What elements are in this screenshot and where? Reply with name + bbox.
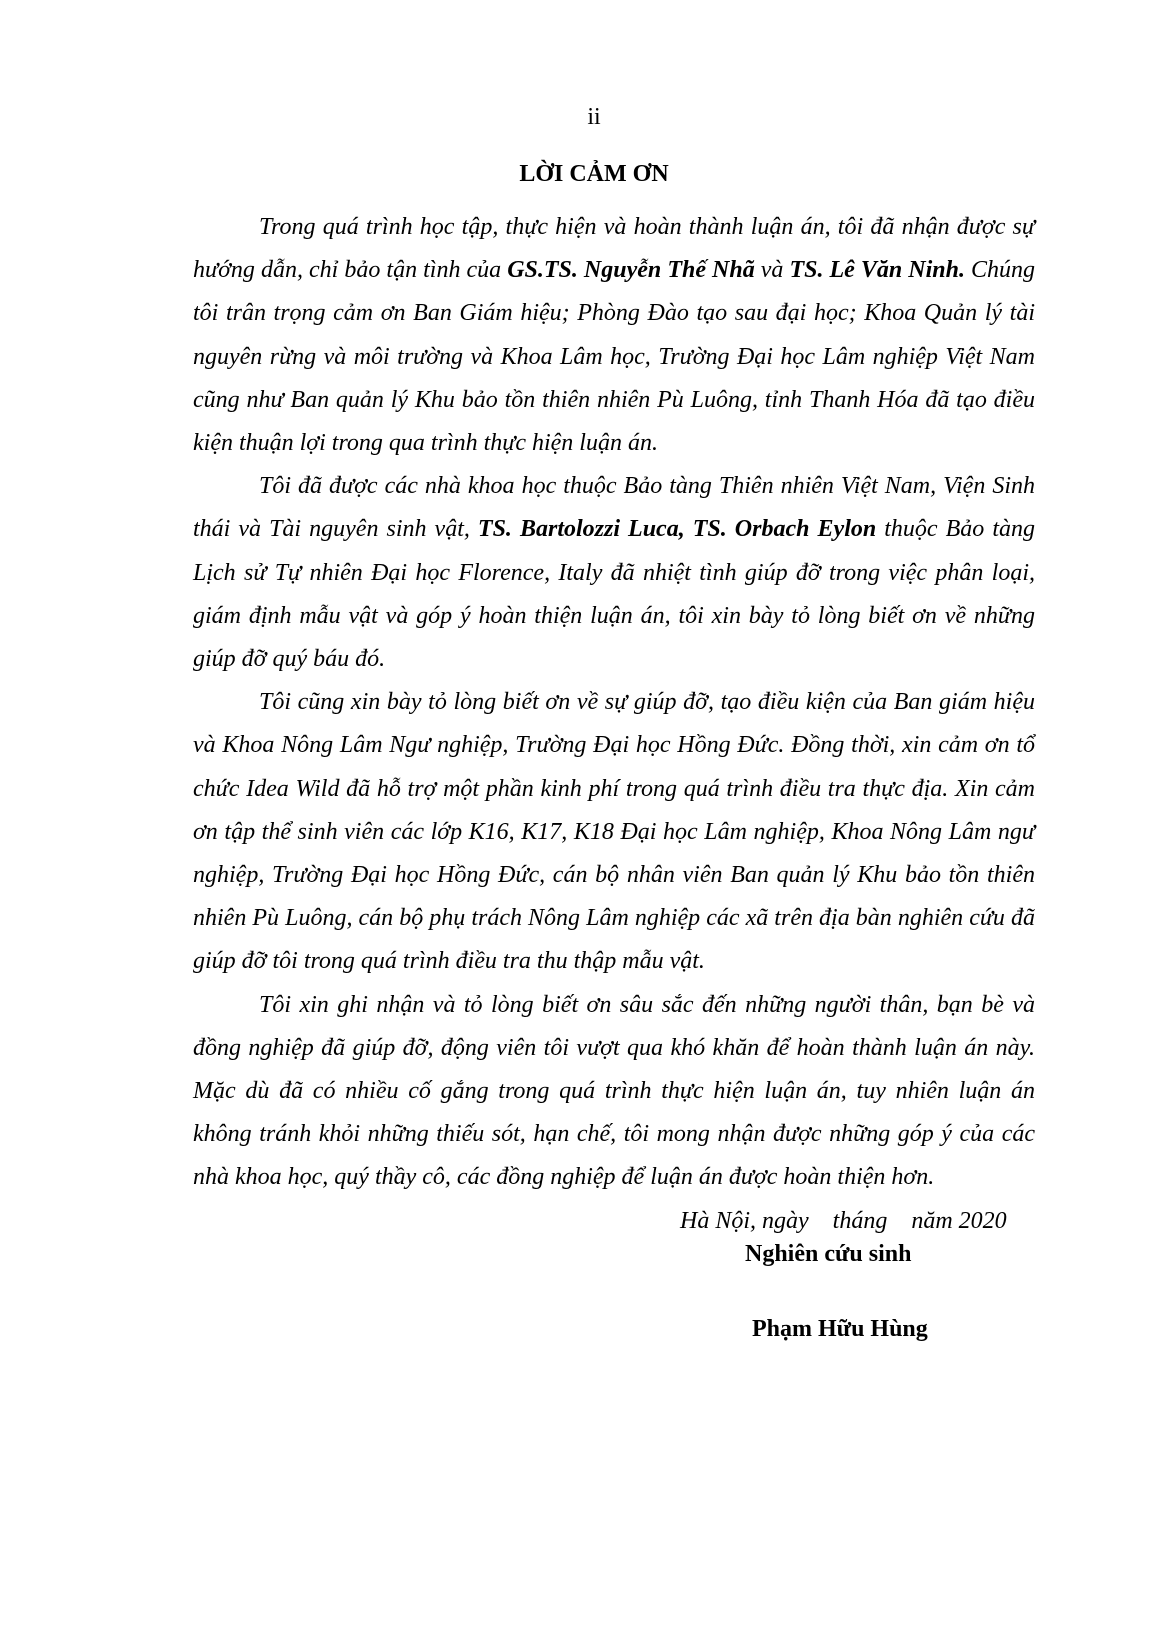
- signature-role: Nghiên cứu sinh: [745, 1241, 912, 1267]
- paragraph-1-text-e: Chúng tôi trân trọng cảm ơn Ban Giám hiệu; Phòng Đào tạo sau đại học; Khoa Quản lý tài nguyên rừng và môi trường và Khoa Lâm học, Trường Đại học Lâm nghiệp Việt Nam cũng như Ban quản lý Khu bảo tồn thiên nhiên Pù Luông, tỉnh Thanh Hóa đã tạo điều kiện thuận lợi trong qua trình thực hiện luận án.: [193, 257, 1036, 457]
- foreign-scientists-names: TS. Bartolozzi Luca, TS. Orbach Eylon: [477, 516, 877, 543]
- paragraph-2-text-c: thuộc Bảo tàng Lịch sử Tự nhiên Đại học Florence, Italy đã nhiệt tình giúp đỡ trong việc phân loại, giám định mẫu vật và góp ý hoàn thiện luận án, tôi xin bày tỏ lòng biết ơn về những giúp đỡ quý báu đó.: [193, 516, 1036, 673]
- paragraph-1-text-a: Trong quá trình học tập, thực hiện và hoàn thành luận án, tôi đã nhận được sự hướng dẫn, chỉ bảo tận tình của: [193, 214, 1035, 284]
- signature-author-name: Phạm Hữu Hùng: [752, 1316, 928, 1342]
- advisor-1-name: GS.TS. Nguyễn Thế Nhã: [507, 257, 755, 284]
- acknowledgement-body: [193, 206, 1035, 1200]
- paragraph-3: Tôi cũng xin bày tỏ lòng biết ơn về sự giúp đỡ, tạo điều kiện của Ban giám hiệu và Khoa Nông Lâm Ngư nghiệp, Trường Đại học Hồng Đức. Đồng thời, xin cảm ơn tổ chức Idea Wild đã hỗ trợ một phần kinh phí trong quá trình điều tra thực địa. Xin cảm ơn tập thể sinh viên các lớp K16, K17, K18 Đại học Lâm nghiệp, Khoa Nông Lâm ngư nghiệp, Trường Đại học Hồng Đức, cán bộ nhân viên Ban quản lý Khu bảo tồn thiên nhiên Pù Luông, cán bộ phụ trách Nông Lâm nghiệp các xã trên địa bàn nghiên cứu đã giúp đỡ tôi trong quá trình điều tra thu thập mẫu vật.: [193, 689, 1035, 975]
- paragraph-2: [193, 465, 1035, 681]
- paragraph-4: Tôi xin ghi nhận và tỏ lòng biết ơn sâu sắc đến những người thân, bạn bè và đồng nghiệp đã giúp đỡ, động viên tôi vượt qua khó khăn để hoàn thành luận án này. Mặc dù đã có nhiều cố gắng trong quá trình thực hiện luận án, tuy nhiên luận án không tránh khỏi những thiếu sót, hạn chế, tôi mong nhận được những góp ý của các nhà khoa học, quý thầy cô, các đồng nghiệp để luận án được hoàn thiện hơn.: [193, 991, 1035, 1191]
- page-title: LỜI CẢM ƠN: [519, 161, 669, 187]
- paragraph-1: [193, 206, 1035, 465]
- signature-date-line: Hà Nội, ngày tháng năm 2020: [680, 1208, 1007, 1234]
- page-number: ii: [587, 104, 601, 130]
- paragraph-2-text-a: Tôi đã được các nhà khoa học thuộc Bảo tàng Thiên nhiên Việt Nam, Viện Sinh thái và Tài nguyên sinh vật,: [193, 473, 1035, 543]
- paragraph-1-text-c: và: [754, 257, 790, 284]
- advisor-2-name: TS. Lê Văn Ninh.: [789, 257, 965, 284]
